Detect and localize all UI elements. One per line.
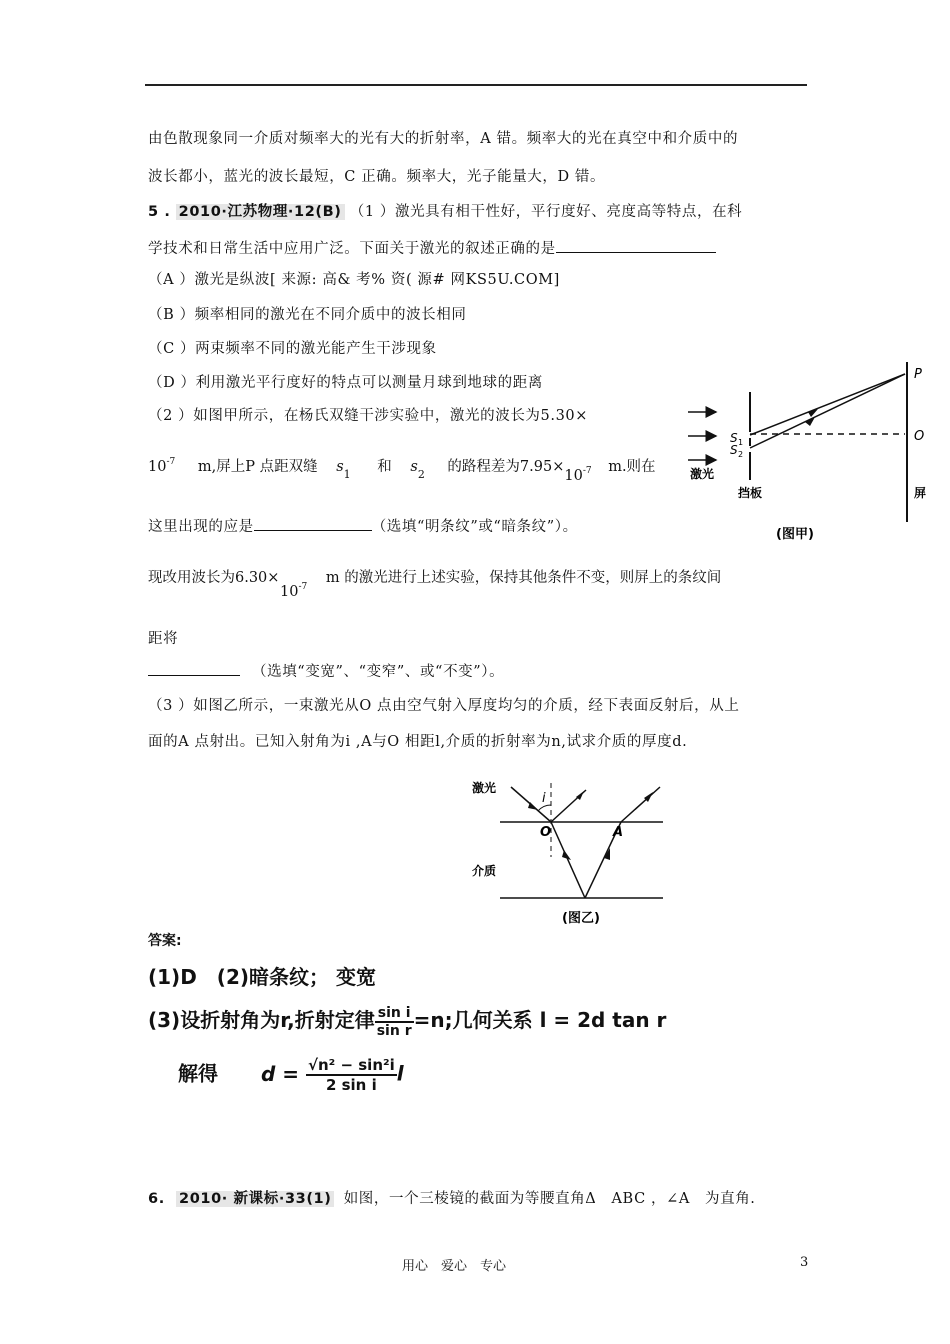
part2-line <box>148 515 578 536</box>
power-exp: -7 <box>298 582 308 592</box>
answer-label: 答案: <box>148 933 182 949</box>
answer-text: d = <box>260 1061 300 1086</box>
answer-line-3 <box>178 1056 404 1094</box>
part3-line: （3 ）如图乙所示，一束激光从O 点由空气射入厚度均匀的介质，经下表面反射后，从上 <box>148 698 740 714</box>
label-s2-sub: 2 <box>738 450 744 459</box>
fraction-d <box>306 1056 397 1094</box>
ray-arrowhead <box>562 850 571 860</box>
page-number: 3 <box>800 1255 809 1270</box>
question-text: （1 ）激光具有相干性好，平行度好、亮度高等特点，在科 <box>349 204 743 220</box>
question-text: 的路程差为7.95× <box>447 459 565 475</box>
label-s2: S <box>730 443 738 457</box>
label-laser: 激光 <box>472 781 497 795</box>
label-medium: 介质 <box>472 864 497 878</box>
part2-formula-line <box>148 455 656 484</box>
power-exp: -7 <box>582 466 592 476</box>
power-base: 10 <box>148 459 167 475</box>
option-b: （B ）频率相同的激光在不同介质中的波长相同 <box>148 307 467 323</box>
slit-sub: 2 <box>417 468 425 481</box>
label-o: O <box>914 429 925 444</box>
figure-yi <box>468 775 668 927</box>
part3-line: 面的A 点射出。已知入射角为i ,A与O 相距l,介质的折射率为n,试求介质的厚度d. <box>148 734 688 750</box>
option-c: （C ）两束频率不同的激光能产生干涉现象 <box>148 341 437 357</box>
label-s1-sub: 1 <box>738 438 744 447</box>
question-number: 6. <box>148 1191 165 1207</box>
slit-symbol: s <box>336 459 344 475</box>
exit-ray <box>621 787 660 822</box>
slit-sub: 1 <box>343 468 351 481</box>
figure-jia <box>680 362 930 547</box>
label-screen: 屏 <box>914 486 927 500</box>
part2-line: 距将 <box>148 631 179 647</box>
question-text: m 的激光进行上述实验，保持其他条件不变，则屏上的条纹间 <box>325 570 722 586</box>
power-base: 10 <box>280 584 299 600</box>
ray-s2 <box>750 374 905 448</box>
fraction-sin <box>375 1005 414 1039</box>
power-exp: -7 <box>166 457 176 467</box>
label-a: A <box>613 825 624 840</box>
paragraph-line: 波长都小，蓝光的波长最短，C 正确。频率大，光子能量大，D 错。 <box>148 169 606 185</box>
answer-line-2 <box>148 1004 666 1039</box>
fraction-den: sin r <box>376 1022 412 1039</box>
question-source: 2010· 新课标·33(1) <box>176 1191 334 1207</box>
ray-arrowhead <box>805 417 815 426</box>
question-5-line <box>148 237 716 258</box>
figure-caption: (图甲) <box>776 527 814 542</box>
label-baffle: 挡板 <box>738 486 763 500</box>
answer-text: 解得 <box>178 1061 218 1086</box>
question-text: 现改用波长为6.30× <box>148 570 280 586</box>
part2-line: （2 ）如图甲所示，在杨氏双缝干涉实验中，激光的波长为5.30× <box>148 408 588 424</box>
question-text: 这里出现的应是 <box>148 519 254 535</box>
label-o: O <box>540 825 552 840</box>
question-text: （选填“明条纹”或“暗条纹”）。 <box>371 519 578 535</box>
question-6 <box>148 1187 756 1208</box>
question-5-header <box>148 200 742 221</box>
option-d: （D ）利用激光平行度好的特点可以测量月球到地球的距离 <box>148 375 543 391</box>
question-source: 2010·江苏物理·12(B) <box>176 204 345 220</box>
figure-caption: (图乙) <box>562 911 600 926</box>
question-text: （选填“变宽”、“变窄”、或“不变”）。 <box>252 664 505 680</box>
power-base: 10 <box>564 468 583 484</box>
answer-text: l <box>396 1061 404 1086</box>
paragraph-line: 由色散现象同一介质对频率大的光有大的折射率，A 错。频率大的光在真空中和介质中的 <box>148 131 739 147</box>
question-text: m,屏上P 点距双缝 <box>197 459 318 475</box>
answer-text: =n;几何关系 l = 2d tan r <box>413 1008 667 1032</box>
header-rule <box>145 84 807 86</box>
footer-motto: 用心 爱心 专心 <box>402 1259 507 1274</box>
fraction-den: 2 sin i <box>325 1076 377 1094</box>
part2-line <box>148 660 504 681</box>
answer-blank[interactable] <box>254 516 372 531</box>
ray-s1 <box>750 374 905 435</box>
answer-line-1: (1)D (2)暗条纹； 变宽 <box>148 965 376 989</box>
question-text: 学技术和日常生活中应用广泛。下面关于激光的叙述正确的是 <box>148 241 556 257</box>
answer-blank[interactable] <box>148 661 240 676</box>
answer-text: (3)设折射角为r,折射定律 <box>148 1008 375 1032</box>
question-number: 5 . <box>148 204 171 220</box>
ray-arrowhead <box>604 848 610 860</box>
slit-symbol: s <box>410 459 418 475</box>
question-text: m.则在 <box>608 459 656 475</box>
refracted-ray <box>551 822 585 898</box>
fraction-num: √n² − sin²i <box>307 1056 395 1074</box>
part2-line <box>148 566 722 600</box>
option-a: （A ）激光是纵波[ 来源: 高& 考% 资( 源# 网KS5U.COM] <box>148 272 560 288</box>
question-text: 如图，一个三棱镜的截面为等腰直角Δ ABC ，∠A 为直角. <box>343 1191 756 1207</box>
fraction-num: sin i <box>375 1005 414 1023</box>
answer-blank[interactable] <box>556 238 716 253</box>
label-i: i <box>542 791 546 806</box>
label-p: P <box>914 367 922 382</box>
label-laser: 激光 <box>690 467 715 481</box>
question-text: 和 <box>377 459 392 475</box>
label-s1: S <box>730 431 738 445</box>
